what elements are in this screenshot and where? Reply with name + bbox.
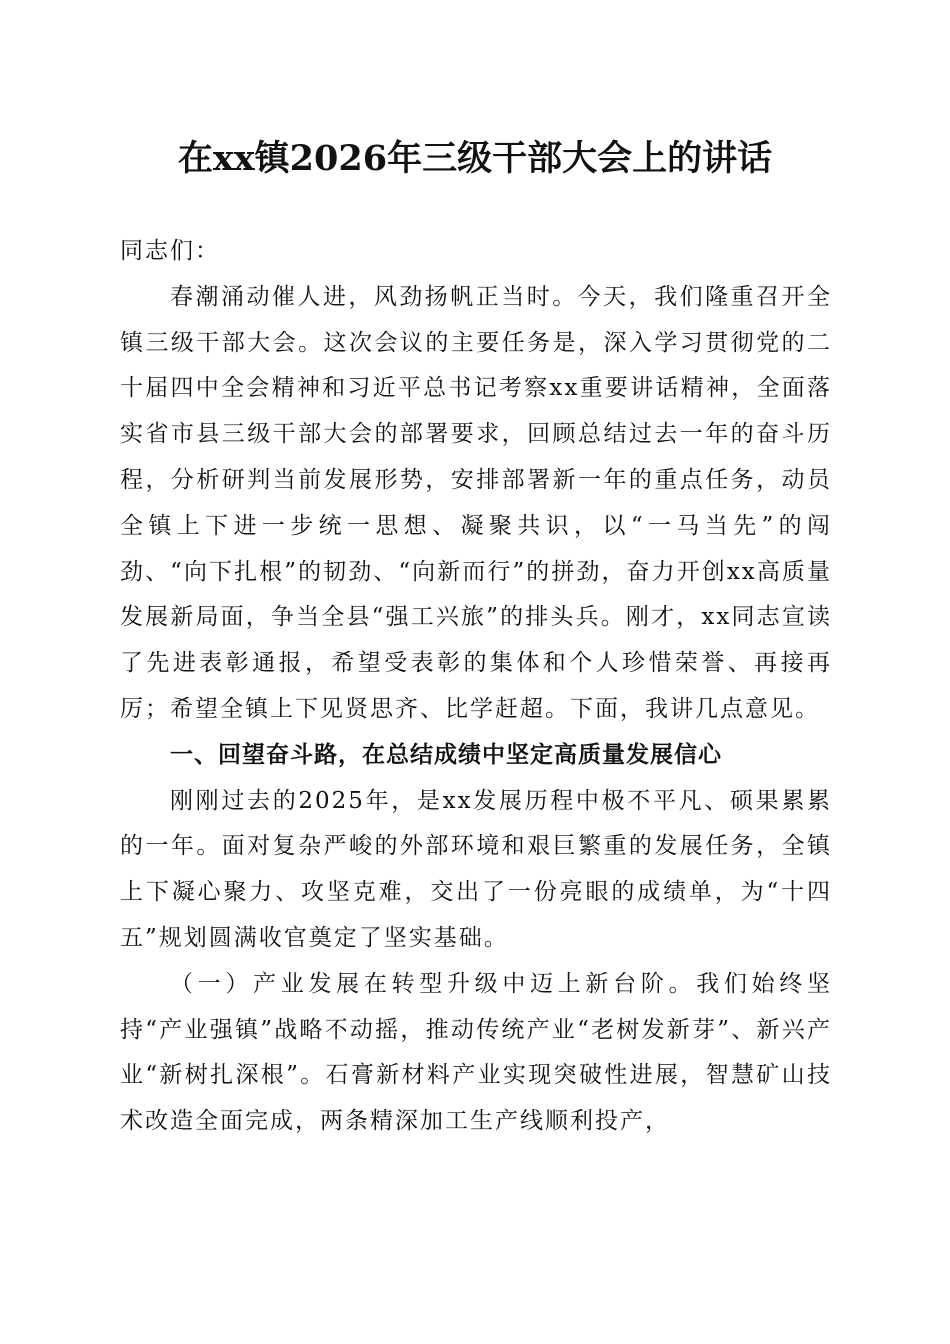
intro-paragraph: 春潮涌动催人进，风劲扬帆正当时。今天，我们隆重召开全镇三级干部大会。这次会议的主要任务是，深入学习贯彻党的二十届四中全会精神和习近平总书记考察xx重要讲话精神，全面落实省市县三级干部大会的部署要求，回顾总结过去一年的奋斗历程，分析研判当前发展形势，安排部署新一年的重点任务，动员全镇上下进一步统一思想、凝聚共识，以“一马当先”的闯劲、“向下扎根”的韧劲、“向新而行”的拼劲，奋力开创xx高质量发展新局面，争当全县“强工兴旅”的排头兵。刚才，xx同志宣读了先进表彰通报，希望受表彰的集体和个人珍惜荣誉、再接再厉；希望全镇上下见贤思齐、比学赶超。下面，我讲几点意见。	[120, 283, 832, 722]
document-body	[120, 229, 832, 1145]
section1-paragraph-2: （一）产业发展在转型升级中迈上新台阶。我们始终坚持“产业强镇”战略不动摇，推动传统产业“老树发新芽”、新兴产业“新树扎深根”。石膏新材料产业实现突破性进展，智慧矿山技术改造全面完成，两条精深加工生产线顺利投产，	[120, 970, 832, 1135]
salutation: 同志们：	[120, 238, 220, 264]
document-title: 在xx镇2026年三级干部大会上的讲话	[177, 138, 773, 179]
section1-paragraph-1: 刚刚过去的2025年，是xx发展历程中极不平凡、硕果累累的一年。面对复杂严峻的外部环境和艰巨繁重的发展任务，全镇上下凝心聚力、攻坚克难，交出了一份亮眼的成绩单，为“十四五”规划圆满收官奠定了坚实基础。	[120, 787, 832, 951]
section-heading: 一、回望奋斗路，在总结成绩中坚定高质量发展信心	[170, 741, 722, 768]
